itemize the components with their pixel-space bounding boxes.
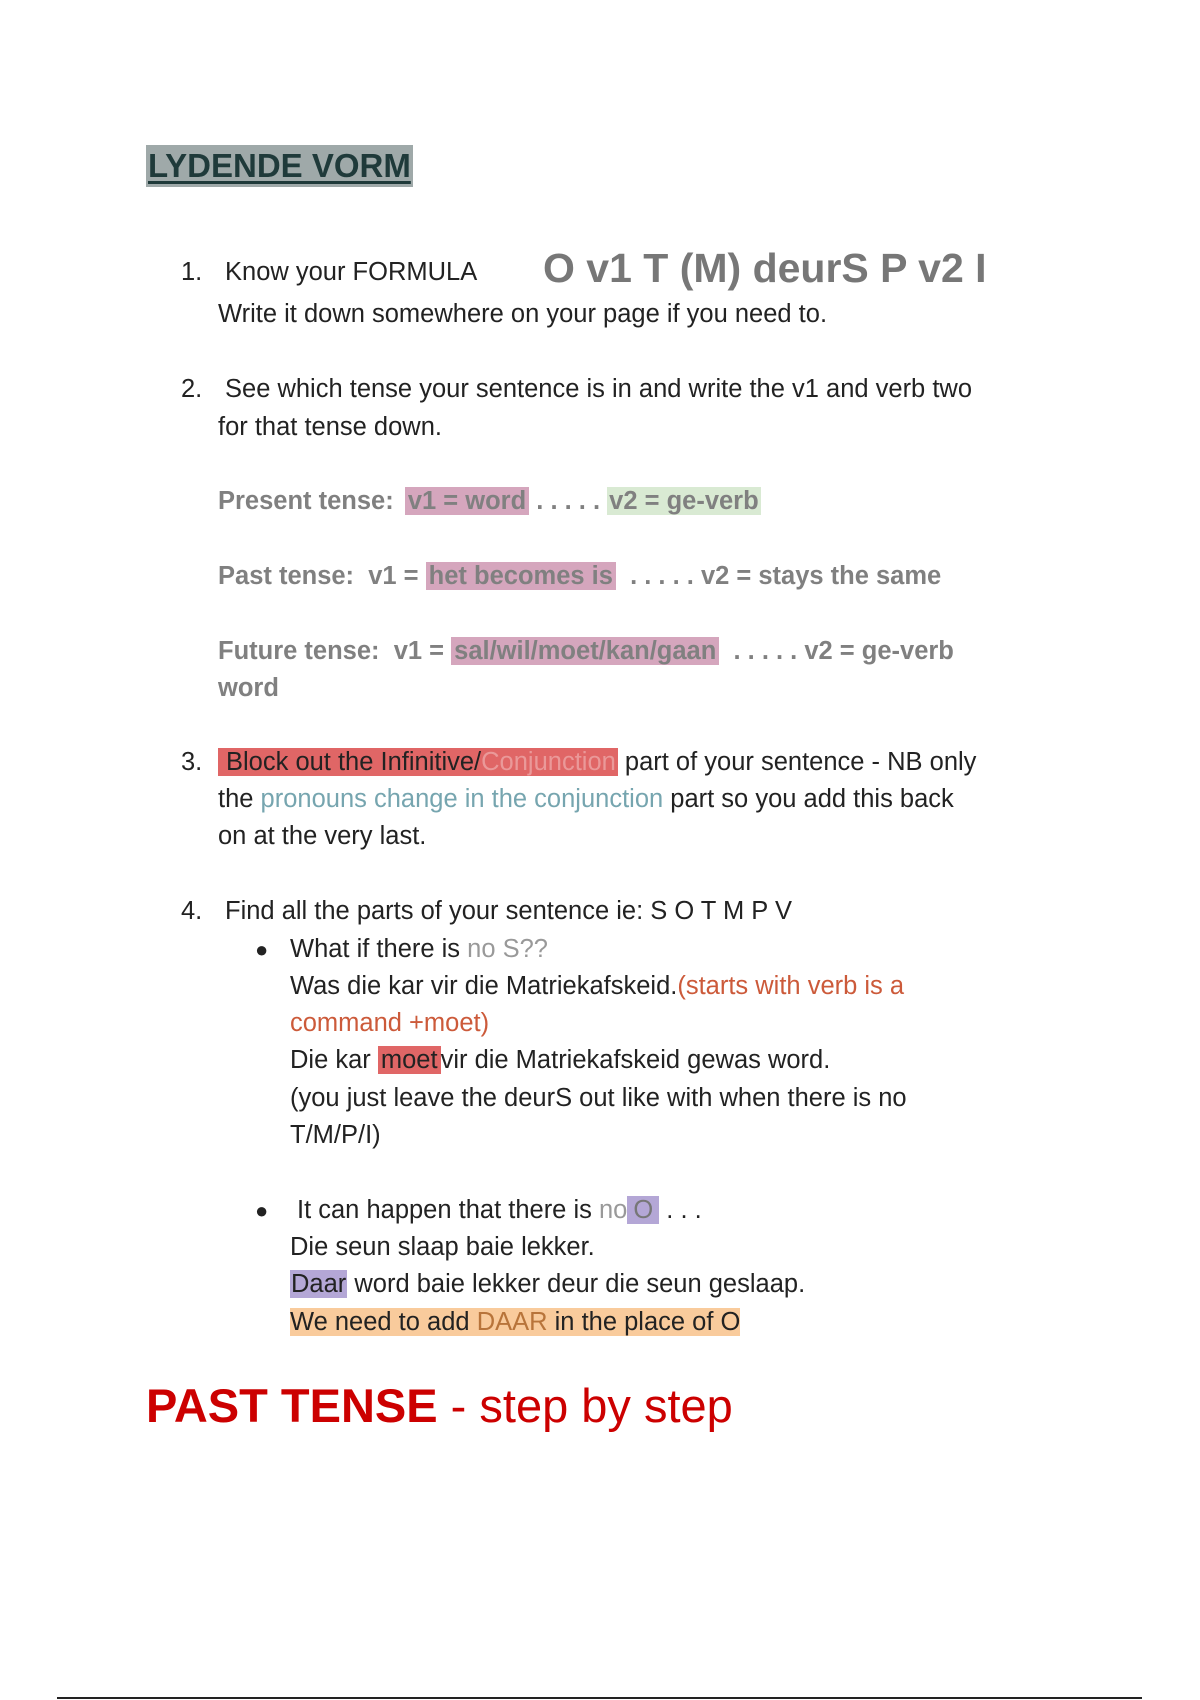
section-heading [146,1378,733,1433]
bullet-2-note [290,1304,740,1341]
note-text: (starts with verb is a [677,972,905,1000]
present-tense-line [218,483,761,520]
bullet-2-example-2 [290,1266,805,1303]
note-text: in the place of O [554,1308,741,1336]
highlight-o: O [627,1196,659,1224]
item-text: It can happen that there is [297,1196,592,1224]
dots: . . . . . [536,487,601,515]
note-text: We need to add [290,1308,470,1336]
teal-text: pronouns change in the conjunction [260,785,664,813]
highlight-text: Block out the Infinitive/ [226,748,482,776]
page-title: LYDENDE VORM [146,145,413,187]
note-text: command +moet) [290,1009,490,1037]
gray-text: no S?? [467,935,548,963]
item-text: What if there is [290,935,461,963]
future-v1: sal/wil/moet/kan/gaan [451,637,719,665]
example-text: Die seun slaap baie lekker. [290,1233,595,1261]
tense-label: Present tense: [218,487,394,515]
page-divider [57,1697,1142,1699]
item-text-line-2 [218,781,954,818]
tense-label: Future tense: [218,637,380,665]
bullet-2-lead [297,1192,702,1229]
highlight-conjunction: Conjunction [481,748,616,776]
present-v1: v1 = word [405,487,529,515]
future-rest: . . . . . v2 = ge-verb [733,637,954,665]
heading-rest: - step by step [437,1379,733,1432]
item-text-line-1 [218,744,976,781]
bullet-1-lead [290,931,548,968]
item-number: 2. [181,375,203,403]
item-text: part of your sentence - NB only [624,748,977,776]
dots: . . . [666,1196,702,1224]
item-number: 4. [181,897,203,925]
formula-lead: Know your FORMULA [225,258,478,286]
item-number: 3. [181,748,203,776]
highlight-moet: moet [378,1046,441,1074]
bullet-icon: ● [255,1198,269,1223]
v1-prefix: v1 = [368,562,419,590]
note-highlight [290,1308,740,1336]
formula-text: O v1 T (M) deurS P v2 I [543,245,987,291]
highlight-block-out [218,748,618,776]
v1-prefix: v1 = [393,637,445,665]
item-number: 1. [181,258,203,286]
future-tense-line [218,633,954,670]
highlight-daar: Daar [291,1270,347,1298]
past-rest: . . . . . v2 = stays the same [630,562,942,590]
item-text: Write it down somewhere on your page if you need to. [218,300,828,328]
present-v2: v2 = ge-verb [609,487,759,515]
note-text: (you just leave the deurS out like with when there is no [290,1084,907,1112]
item-text: part so you add this back [670,785,954,813]
note-text: T/M/P/I) [290,1121,381,1149]
bullet-1-example-1 [290,968,904,1005]
example-text: word baie lekker deur die seun geslaap. [354,1270,806,1298]
past-tense-line [218,558,941,595]
item-text: for that tense down. [218,413,442,441]
item-text: See which tense your sentence is in and write the v1 and verb two [225,375,973,403]
bullet-1-example-2 [290,1042,830,1079]
tense-label: Past tense: [218,562,355,590]
gray-text: no [598,1196,628,1224]
item-text: on at the very last. [218,822,427,850]
past-v1: het becomes is [426,562,616,590]
heading-bold: PAST TENSE [146,1379,438,1432]
bullet-icon: ● [255,937,269,962]
note-daar: DAAR [476,1308,548,1336]
example-text: Was die kar vir die Matriekafskeid. [290,972,678,1000]
item-text: the [218,785,254,813]
example-text: vir die Matriekafskeid gewas word. [440,1046,831,1074]
item-text: Find all the parts of your sentence ie: S O T M P V [225,897,792,925]
example-text: Die kar [290,1046,371,1074]
future-tense-line-2: word [218,674,279,702]
